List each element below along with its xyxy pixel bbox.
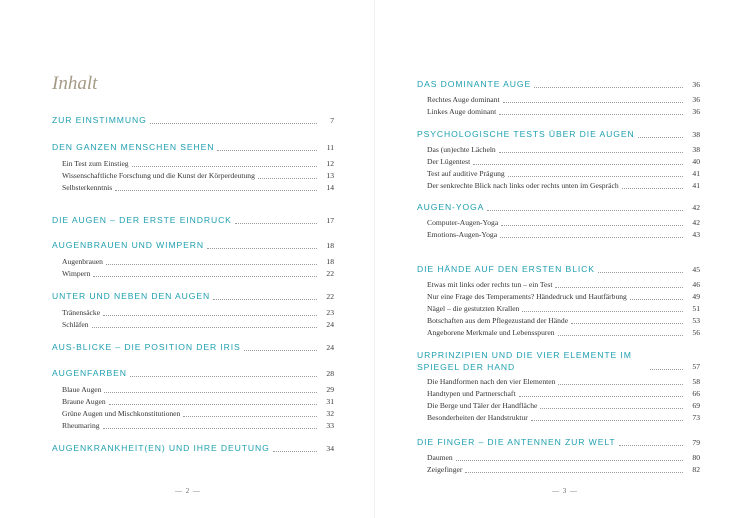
dot-leader (534, 87, 683, 88)
dot-leader (217, 150, 317, 151)
page-ref: 42 (692, 218, 700, 227)
section-title: Nägel – die gestutzten Krallen (427, 304, 520, 313)
page-ref: 80 (692, 453, 700, 462)
dot-leader (558, 384, 683, 385)
page-ref: 82 (692, 465, 700, 474)
dot-leader (273, 451, 317, 452)
dot-leader (183, 416, 317, 417)
page-ref: 38 (692, 130, 700, 139)
section-title: Wimpern (62, 269, 91, 278)
toc-list-right (417, 78, 700, 476)
dot-leader (92, 327, 317, 328)
page-ref: 32 (326, 409, 334, 418)
section-title: Der Lügentest (427, 157, 471, 166)
page-ref: 17 (326, 216, 334, 225)
chapter-title: AUGENBRAUEN UND WIMPERN (52, 240, 205, 250)
chapter-title: DAS DOMINANTE AUGE (417, 79, 532, 89)
dot-leader (622, 188, 683, 189)
page-ref: 36 (692, 107, 700, 116)
section-title: Rheumaring (62, 421, 100, 430)
dot-leader (244, 350, 317, 351)
page-ref: 56 (692, 328, 700, 337)
page-ref: 12 (326, 159, 334, 168)
section-title: Nur eine Frage des Temperaments? Händedruck und Hautfärbung (427, 292, 627, 301)
toc-section-entry (417, 229, 700, 241)
page-ref: 40 (692, 157, 700, 166)
chapter-title: AUGEN-YOGA (417, 202, 485, 212)
toc-chapter-entry (52, 239, 334, 252)
toc-section-entry (417, 400, 700, 412)
dot-leader (522, 311, 683, 312)
toc-chapter-entry (52, 341, 334, 354)
page-ref: 33 (326, 421, 334, 430)
toc-section-entry (52, 268, 334, 280)
page-ref: 11 (326, 143, 334, 152)
dot-leader (501, 225, 683, 226)
toc-section-entry (417, 315, 700, 327)
page-ref: 29 (326, 385, 334, 394)
section-title: Rechtes Auge dominant (427, 95, 500, 104)
page-ref: 36 (692, 80, 700, 89)
page-ref: 45 (692, 265, 700, 274)
page-ref: 41 (692, 181, 700, 190)
toc-chapter-entry (52, 214, 334, 227)
page-ref: 22 (326, 269, 334, 278)
page-ref: 13 (326, 171, 334, 180)
dot-leader (93, 276, 317, 277)
page-ref: 22 (326, 292, 334, 301)
section-title: Wissenschaftliche Forschung und die Kunst der Körperdeutung (62, 171, 255, 180)
dot-leader (571, 323, 683, 324)
toc-section-entry (417, 464, 700, 476)
page-ref: 38 (692, 145, 700, 154)
page-ref: 24 (326, 343, 334, 352)
toc-chapter-entry (417, 78, 700, 91)
section-title: Ein Test zum Einstieg (62, 159, 129, 168)
dot-leader (235, 223, 317, 224)
section-title: Besonderheiten der Handstruktur (427, 413, 528, 422)
dot-leader (630, 299, 683, 300)
dot-leader (531, 420, 683, 421)
toc-chapter-entry (52, 367, 334, 380)
page-ref: 49 (692, 292, 700, 301)
dot-leader (598, 272, 683, 273)
section-title: Das (un)echte Lächeln (427, 145, 496, 154)
dot-leader (558, 335, 683, 336)
page-ref: 23 (326, 308, 334, 317)
toc-section-entry (52, 182, 334, 194)
section-title: Etwas mit links oder rechts tun – ein Test (427, 280, 553, 289)
chapter-title: AUGENFARBEN (52, 368, 127, 378)
dot-leader (150, 123, 317, 124)
page-ref: 7 (330, 116, 334, 125)
dot-leader (103, 315, 317, 316)
section-title: Der senkrechte Blick nach links oder rechts unten im Gespräch (427, 181, 619, 190)
page-ref: 51 (692, 304, 700, 313)
dot-leader (132, 166, 317, 167)
page-ref: 28 (326, 369, 334, 378)
section-title: Daumen (427, 453, 453, 462)
toc-section-entry (52, 170, 334, 182)
section-title: Schläfen (62, 320, 89, 329)
dot-leader (473, 164, 683, 165)
chapter-title: AUGENKRANKHEIT(EN) UND IHRE DEUTUNG (52, 443, 270, 453)
toc-section-entry (417, 156, 700, 168)
toc-chapter-entry (417, 349, 700, 373)
toc-chapter-entry (52, 290, 334, 303)
dot-leader (258, 178, 317, 179)
dot-leader (499, 152, 683, 153)
chapter-title: ZUR EINSTIMMUNG (52, 115, 147, 125)
chapter-title: AUS-BLICKE – DIE POSITION DER IRIS (52, 342, 241, 352)
toc-section-entry (417, 168, 700, 180)
toc-chapter-entry (417, 263, 700, 276)
dot-leader (115, 190, 317, 191)
page-ref: 43 (692, 230, 700, 239)
dot-leader (106, 264, 317, 265)
section-title: Test auf auditive Prägung (427, 169, 505, 178)
page-ref: 57 (692, 362, 700, 371)
toc-section-entry (417, 376, 700, 388)
chapter-title: URPRINZIPIEN UND DIE VIER ELEMENTE IM SPIEGEL DER HAND (417, 350, 632, 372)
page-number-right: — 3 — (552, 487, 578, 495)
page-ref: 58 (692, 377, 700, 386)
chapter-title: DIE AUGEN – DER ERSTE EINDRUCK (52, 215, 232, 225)
page-ref: 36 (692, 95, 700, 104)
section-title: Die Handformen nach den vier Elementen (427, 377, 556, 386)
toc-chapter-entry (52, 114, 334, 127)
toc-section-entry (52, 307, 334, 319)
dot-leader (104, 392, 317, 393)
chapter-title: UNTER UND NEBEN DEN AUGEN (52, 291, 211, 301)
dot-leader (555, 287, 683, 288)
dot-leader (500, 237, 683, 238)
page-ref: 66 (692, 389, 700, 398)
page-ref: 42 (692, 203, 700, 212)
dot-leader (503, 102, 683, 103)
page-ref: 79 (692, 438, 700, 447)
toc-chapter-entry (417, 436, 700, 449)
page-title: Inhalt (52, 73, 98, 94)
toc-section-entry (417, 303, 700, 315)
page-ref: 53 (692, 316, 700, 325)
toc-list-left (52, 114, 334, 455)
section-title: Handtypen und Partnerschaft (427, 389, 516, 398)
toc-section-entry (52, 408, 334, 420)
dot-leader (465, 472, 683, 473)
toc-section-entry (52, 396, 334, 408)
section-title: Blaue Augen (62, 385, 102, 394)
dot-leader (207, 248, 317, 249)
chapter-title: DIE FINGER – DIE ANTENNEN ZUR WELT (417, 437, 616, 447)
dot-leader (456, 460, 683, 461)
toc-section-entry (52, 158, 334, 170)
dot-leader (130, 376, 317, 377)
chapter-title: DIE HÄNDE AUF DEN ERSTEN BLICK (417, 264, 595, 274)
toc-section-entry (417, 180, 700, 192)
chapter-title: PSYCHOLOGISCHE TESTS ÜBER DIE AUGEN (417, 129, 635, 139)
toc-section-entry (52, 256, 334, 268)
page-ref: 18 (326, 241, 334, 250)
toc-section-entry (417, 452, 700, 464)
dot-leader (109, 404, 317, 405)
toc-section-entry (417, 94, 700, 106)
page-ref: 34 (326, 444, 334, 453)
page-ref: 69 (692, 401, 700, 410)
toc-section-entry (417, 279, 700, 291)
page-ref: 41 (692, 169, 700, 178)
toc-section-entry (52, 319, 334, 331)
dot-leader (540, 408, 683, 409)
page-number-left: — 2 — (175, 487, 201, 495)
page-ref: 14 (326, 183, 334, 192)
section-title: Braune Augen (62, 397, 106, 406)
section-title: Die Berge und Täler der Handfläche (427, 401, 538, 410)
toc-section-entry (417, 327, 700, 339)
toc-section-entry (417, 388, 700, 400)
right-page (375, 0, 750, 518)
page-ref: 18 (326, 257, 334, 266)
section-title: Linkes Auge dominant (427, 107, 497, 116)
dot-leader (650, 369, 683, 370)
dot-leader (213, 299, 317, 300)
section-title: Zeigefinger (427, 465, 463, 474)
dot-leader (508, 176, 683, 177)
section-title: Selbsterkenntnis (62, 183, 113, 192)
toc-section-entry (417, 144, 700, 156)
chapter-title: DEN GANZEN MENSCHEN SEHEN (52, 142, 215, 152)
section-title: Augenbrauen (62, 257, 103, 266)
toc-section-entry (417, 291, 700, 303)
page-ref: 73 (692, 413, 700, 422)
dot-leader (519, 396, 683, 397)
page-ref: 31 (326, 397, 334, 406)
dot-leader (638, 137, 683, 138)
toc-chapter-entry (52, 442, 334, 455)
section-title: Angeborene Merkmale und Lebensspuren (427, 328, 555, 337)
dot-leader (499, 114, 683, 115)
toc-section-entry (417, 412, 700, 424)
toc-section-entry (417, 217, 700, 229)
section-title: Grüne Augen und Mischkonstitutionen (62, 409, 181, 418)
section-title: Emotions-Augen-Yoga (427, 230, 498, 239)
section-title: Computer-Augen-Yoga (427, 218, 499, 227)
dot-leader (103, 428, 317, 429)
page-ref: 24 (326, 320, 334, 329)
toc-chapter-entry (417, 128, 700, 141)
toc-section-entry (417, 106, 700, 118)
section-title: Tränensäcke (62, 308, 101, 317)
page-ref: 46 (692, 280, 700, 289)
toc-section-entry (52, 384, 334, 396)
toc-chapter-entry (417, 201, 700, 214)
dot-leader (487, 210, 683, 211)
toc-chapter-entry (52, 141, 334, 154)
section-title: Botschaften aus dem Pflegezustand der Hände (427, 316, 569, 325)
dot-leader (619, 445, 683, 446)
toc-section-entry (52, 420, 334, 432)
